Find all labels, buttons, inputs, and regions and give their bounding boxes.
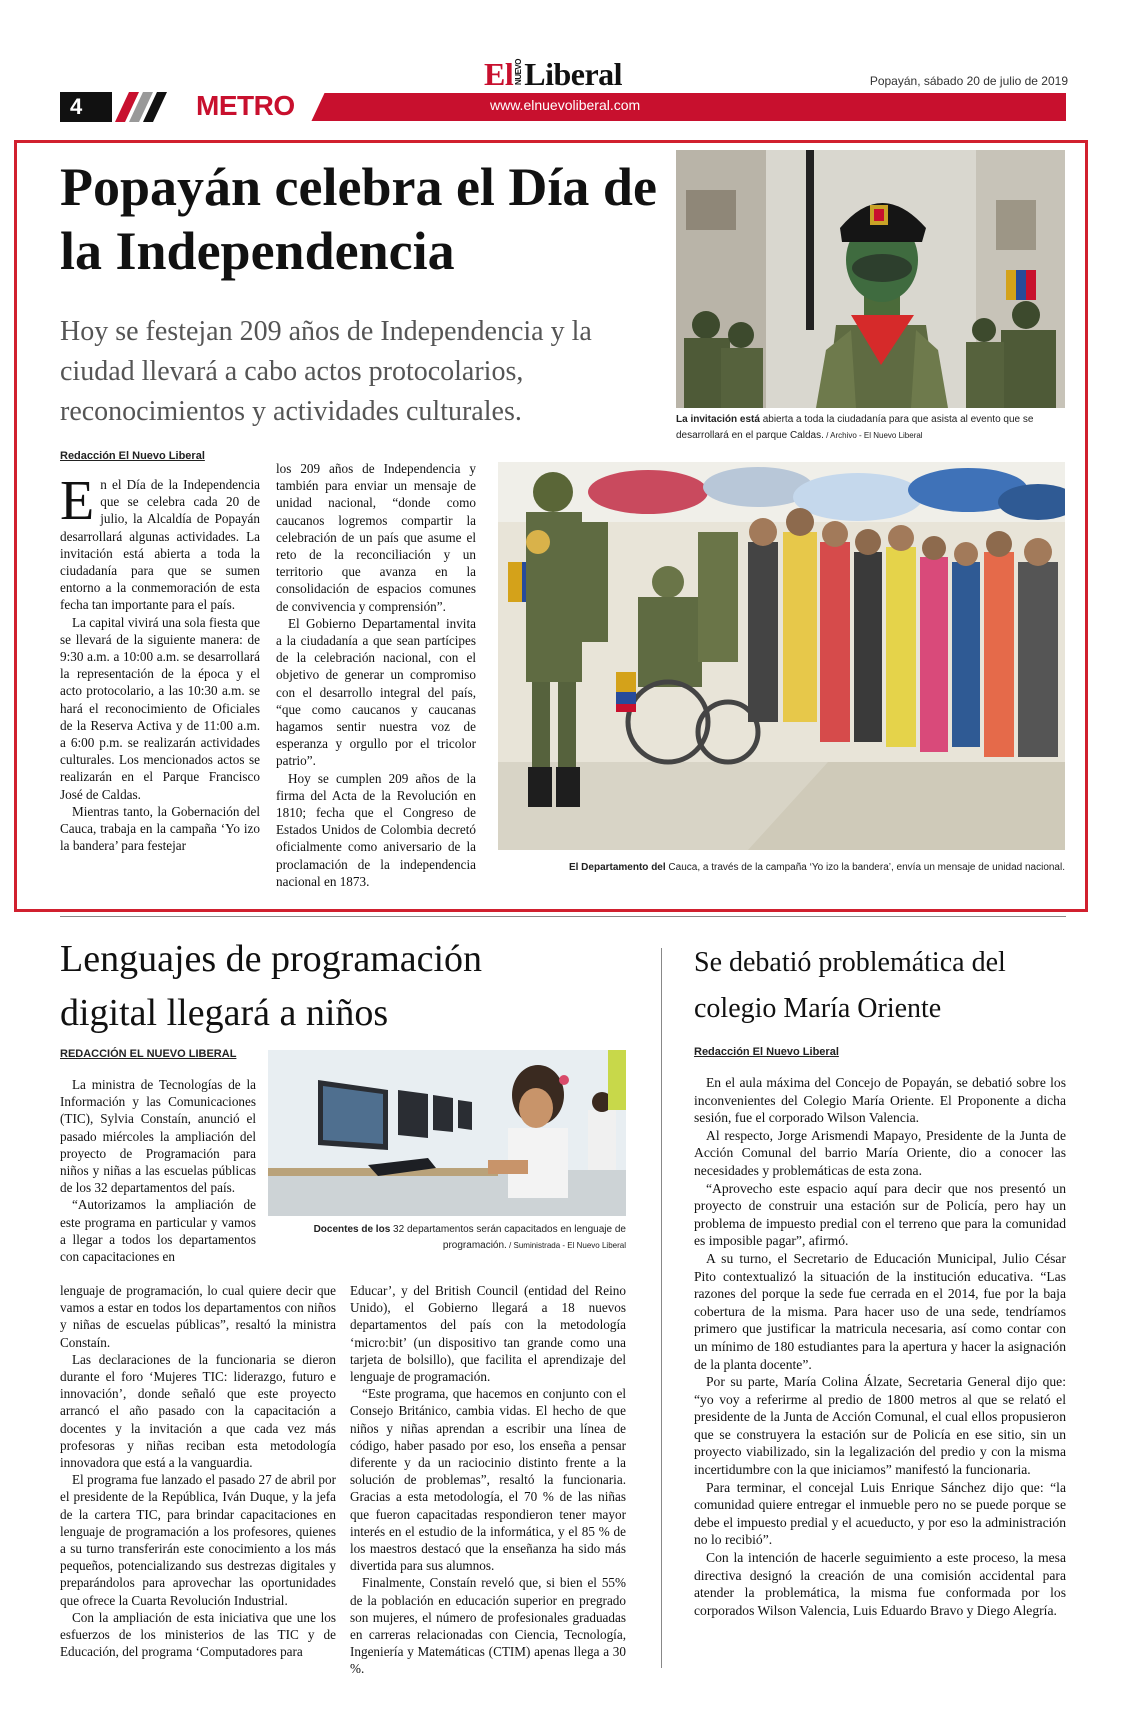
article3-paragraph: Para terminar, el concejal Luis Enrique Sánchez dijo que: “la comunidad quiere entregar el inmueble pero no se puede porque se debe el impuesto predial y el acueducto, y por eso la administración no lo recibió”. bbox=[694, 1479, 1066, 1548]
logo-liberal: Liberal bbox=[524, 56, 623, 92]
section-divider bbox=[60, 916, 1066, 917]
drop-cap: E bbox=[60, 470, 95, 532]
article2-column-1-top bbox=[60, 1076, 256, 1265]
lead-paragraph: La capital vivirá una sola fiesta que se llevará de la siguiente manera: de 9:30 a.m. a 10:00 a.m. se desarrollará la representación de la época y el acto protocolario, a las 10:30 a.m. se hará el reconocimiento de Oficiales de la Reserva Activa y de 11:00 a.m. a 6:00 p.m. se realizarán actividades culturales. Los mencionados actos se realizarán en el Parque Francisco José de Caldas. bbox=[60, 614, 260, 802]
lead-paragraph: El Gobierno Departamental invita a la ciudadanía a que sean partícipes de la celebración nacional, con el objetivo de generar un compromiso con el desarrollo integral del país, “que como caucanos y caucanas hagamos sentir nuestra voz de esperanza y orgullo por el tricolor patrio”. bbox=[276, 615, 476, 769]
lead-column-2 bbox=[276, 460, 476, 890]
article2-paragraph: “Autorizamos la ampliación de este programa en particular y vamos a llegar a todos los departamentos con capacitaciones en bbox=[60, 1197, 256, 1265]
article2-paragraph: Las declaraciones de la funcionaria se dieron durante el foro ‘Mujeres TIC: liderazgo, futuro e innovación’, donde señaló que este proyecto arrancó el año pasado con la capacitación a docentes y la invitación a que cada vez más profesoras y niñas reciban esta metodología innovadora que está a la vanguardia. bbox=[60, 1351, 336, 1471]
article3-column bbox=[694, 1074, 1066, 1619]
soldier-photo-image bbox=[676, 150, 1065, 408]
site-url-link[interactable]: www.elnuevoliberal.com bbox=[490, 97, 641, 113]
lead-byline: Redacción El Nuevo Liberal bbox=[60, 450, 205, 462]
masthead-logo[interactable] bbox=[484, 56, 622, 93]
page-number: 4 bbox=[60, 92, 112, 122]
article2-byline: REDACCIÓN EL NUEVO LIBERAL bbox=[60, 1048, 237, 1060]
article2-paragraph: El programa fue lanzado el pasado 27 de abril por el presidente de la República, Iván Duque, y la jefa de la cartera TIC, para brindar capacitaciones en lenguaje de programación a los profesores, quienes a su turno transferirán este conocimiento a los más pequeños, potencializando sus destrezas digitales y preparándolos para aprovechar las oportunidades que ofrece la Cuarta Revolución Industrial. bbox=[60, 1472, 336, 1608]
article2-column-2 bbox=[350, 1282, 626, 1678]
article3-byline: Redacción El Nuevo Liberal bbox=[694, 1046, 839, 1058]
lead-headline: Popayán celebra el Día de la Independencia bbox=[60, 157, 657, 281]
article3-paragraph: Con la intención de hacerle seguimiento a este proceso, la mesa directiva designó la creación de una comisión accidental para atender la problemática, la misma fue conformada por los corporados Wilson Valencia, Luis Eduardo Bravo y Diego Alegría. bbox=[694, 1550, 1066, 1618]
article3-paragraph: Al respecto, Jorge Arismendi Mapayo, Presidente de la Junta de Acción Comunal del barrio María Oriente, dio a conocer las necesidades y problemáticas de esta zona. bbox=[694, 1127, 1066, 1178]
dateline: Popayán, sábado 20 de julio de 2019 bbox=[869, 74, 1068, 88]
article2-column-1 bbox=[60, 1282, 336, 1660]
lead-photo-parade bbox=[498, 462, 1065, 850]
lead-photo-parade-caption: El Departamento del Cauca, a través de la campaña ‘Yo izo la bandera’, envía un mensaje de unidad nacional. bbox=[568, 862, 1065, 873]
classroom-photo-image bbox=[268, 1050, 626, 1216]
article2-paragraph: La ministra de Tecnologías de la Información y las Comunicaciones (TIC), Sylvia Constaín, anunció el pasado miércoles la ampliación del proyecto de Programación para niños y niñas a las escuelas públicas de los 32 departamentos del país. bbox=[60, 1077, 256, 1196]
logo-nuevo: NUEVO bbox=[514, 59, 524, 85]
article2-paragraph: Con la ampliación de esta iniciativa que une los esfuerzos de los ministerios de las TIC y de Educación, del programa ‘Computadores para bbox=[60, 1609, 336, 1660]
lead-photo-soldier-caption: La invitación está abierta a toda la ciudadanía para que asista al evento que se desarrollará en el parque Caldas. / Archivo - El Nuevo Liberal bbox=[676, 414, 1034, 441]
column-divider bbox=[661, 948, 662, 1668]
article2-paragraph: “Este programa, que hacemos en conjunto con el Consejo Británico, cambia vidas. El hecho de que niños y niñas aprendan a escribir una línea de código, haber pasado por eso, los enseña a pensar diferente y da un raciocinio distinto frente a la solución de problemas”, resaltó la funcionaria. Gracias a esta metodología, el 70 % de las niñas que fueron capacitadas respondieron tener mayor interés en el estudio de la informática, y el 85 % de los maestros destacó que la enseñanza ha sido más divertida para sus alumnos. bbox=[350, 1386, 626, 1574]
lead-paragraph: Hoy se cumplen 209 años de la firma del Acta de la Revolución en 1810; fecha que el Congreso de Estados Unidos de Colombia decretó oficialmente como aniversario de la proclamación de la independencia nacional en 1873. bbox=[276, 770, 476, 889]
lead-photo-soldier bbox=[676, 150, 1065, 408]
article3-paragraph: En el aula máxima del Concejo de Popayán, se debatió sobre los inconvenientes del Colegio María Oriente. El Proponente a dicha sesión, fue el corporado Wilson Valencia. bbox=[694, 1075, 1066, 1126]
article2-paragraph: Educar’, y del British Council (entidad del Reino Unido), el Gobierno llegará a 18 nuevos departamentos del país con la metodología ‘micro:bit’ (un dispositivo tan grande como una tarjeta de bolsillo), que facilita el aprendizaje del lenguaje de programación. bbox=[350, 1283, 626, 1385]
article2-photo-caption: Docentes de los 32 departamentos serán capacitados en lenguaje de programación. / Suministrada - El Nuevo Liberal bbox=[313, 1224, 626, 1251]
lead-paragraph: los 209 años de Independencia y también para enviar un mensaje de unidad nacional, “donde como caucanos logremos compartir la celebración de un país que asume el reto de la reconciliación y un territorio que avanza en la consolidación de espacios comunes de convivencia y comprensión”. bbox=[276, 461, 476, 614]
lead-paragraph: n el Día de la Independencia que se celebra cada 20 de julio, la Alcaldía de Popayán desarrollará algunas actividades. La invitación está abierta a toda la ciudadanía para que se sumen entorno a la conmemoración de esta fecha tan importante para el país. bbox=[60, 477, 260, 613]
parade-photo-image bbox=[498, 462, 1065, 850]
lead-deck: Hoy se festejan 209 años de Independencia y la ciudad llevará a cabo actos protocolarios, reconocimientos y actividades culturales. bbox=[60, 316, 592, 427]
article3-paragraph: A su turno, el Secretario de Educación Municipal, Julio César Pito contextualizó la situación de la institución educativa. “Las razones del porque la sede fue cerrada en el 2014, fue por la baja cobertura de la misma. Para hacer uso de una sede, tendríamos primero que justificar la matricula necesaria, así como contar con un mínimo de 180 estudiantes para la apertura y hacer la asignación de la planta docente”. bbox=[694, 1250, 1066, 1372]
article2-paragraph: lenguaje de programación, lo cual quiere decir que vamos a estar en todos los departamentos con niños y niñas de escuelas públicas”, resaltó la ministra Constaín. bbox=[60, 1283, 336, 1350]
article2-photo bbox=[268, 1050, 626, 1216]
logo-el: El bbox=[484, 56, 514, 92]
section-label: METRO bbox=[196, 90, 295, 121]
article3-headline: Se debatió problemática del colegio María Oriente bbox=[694, 947, 1006, 1024]
lead-paragraph: Mientras tanto, la Gobernación del Cauca, trabaja en la campaña ‘Yo izo la bandera’ para festejar bbox=[60, 803, 260, 854]
article3-paragraph: Por su parte, María Colina Álzate, Secretaria General dijo que: “yo voy a referirme al predio de 1800 metros al que se relató el presidente de la Junta de Acción Comunal, el cual ellos propusieron que se construyera la estación sur de Policía en ese sitio, sin un proyecto viabilizado, sin la legalización del predio y con la misma incertidumbre con la que iniciamos” manifestó la funcionaria. bbox=[694, 1374, 1066, 1478]
article2-headline: Lenguajes de programación digital llegará a niños bbox=[60, 938, 483, 1034]
article2-paragraph: Finalmente, Constaín reveló que, si bien el 55% de la población en educación superior en pregrado son mujeres, el número de profesionales graduadas en carreras relacionadas con Ciencia, Tecnología, Ingeniería y Matemáticas (CTIM) apenas llega a 30 %. bbox=[350, 1575, 626, 1677]
lead-column-1 bbox=[60, 470, 260, 854]
header-bar bbox=[330, 93, 1066, 121]
article3-paragraph: “Aprovecho este espacio aquí para decir que nos presentó un proyecto de construir una estación sur de Policía, pero hay un problema de impuesto predial con el terreno que para la comunidad es imposible pagar”, afirmó. bbox=[694, 1180, 1066, 1249]
